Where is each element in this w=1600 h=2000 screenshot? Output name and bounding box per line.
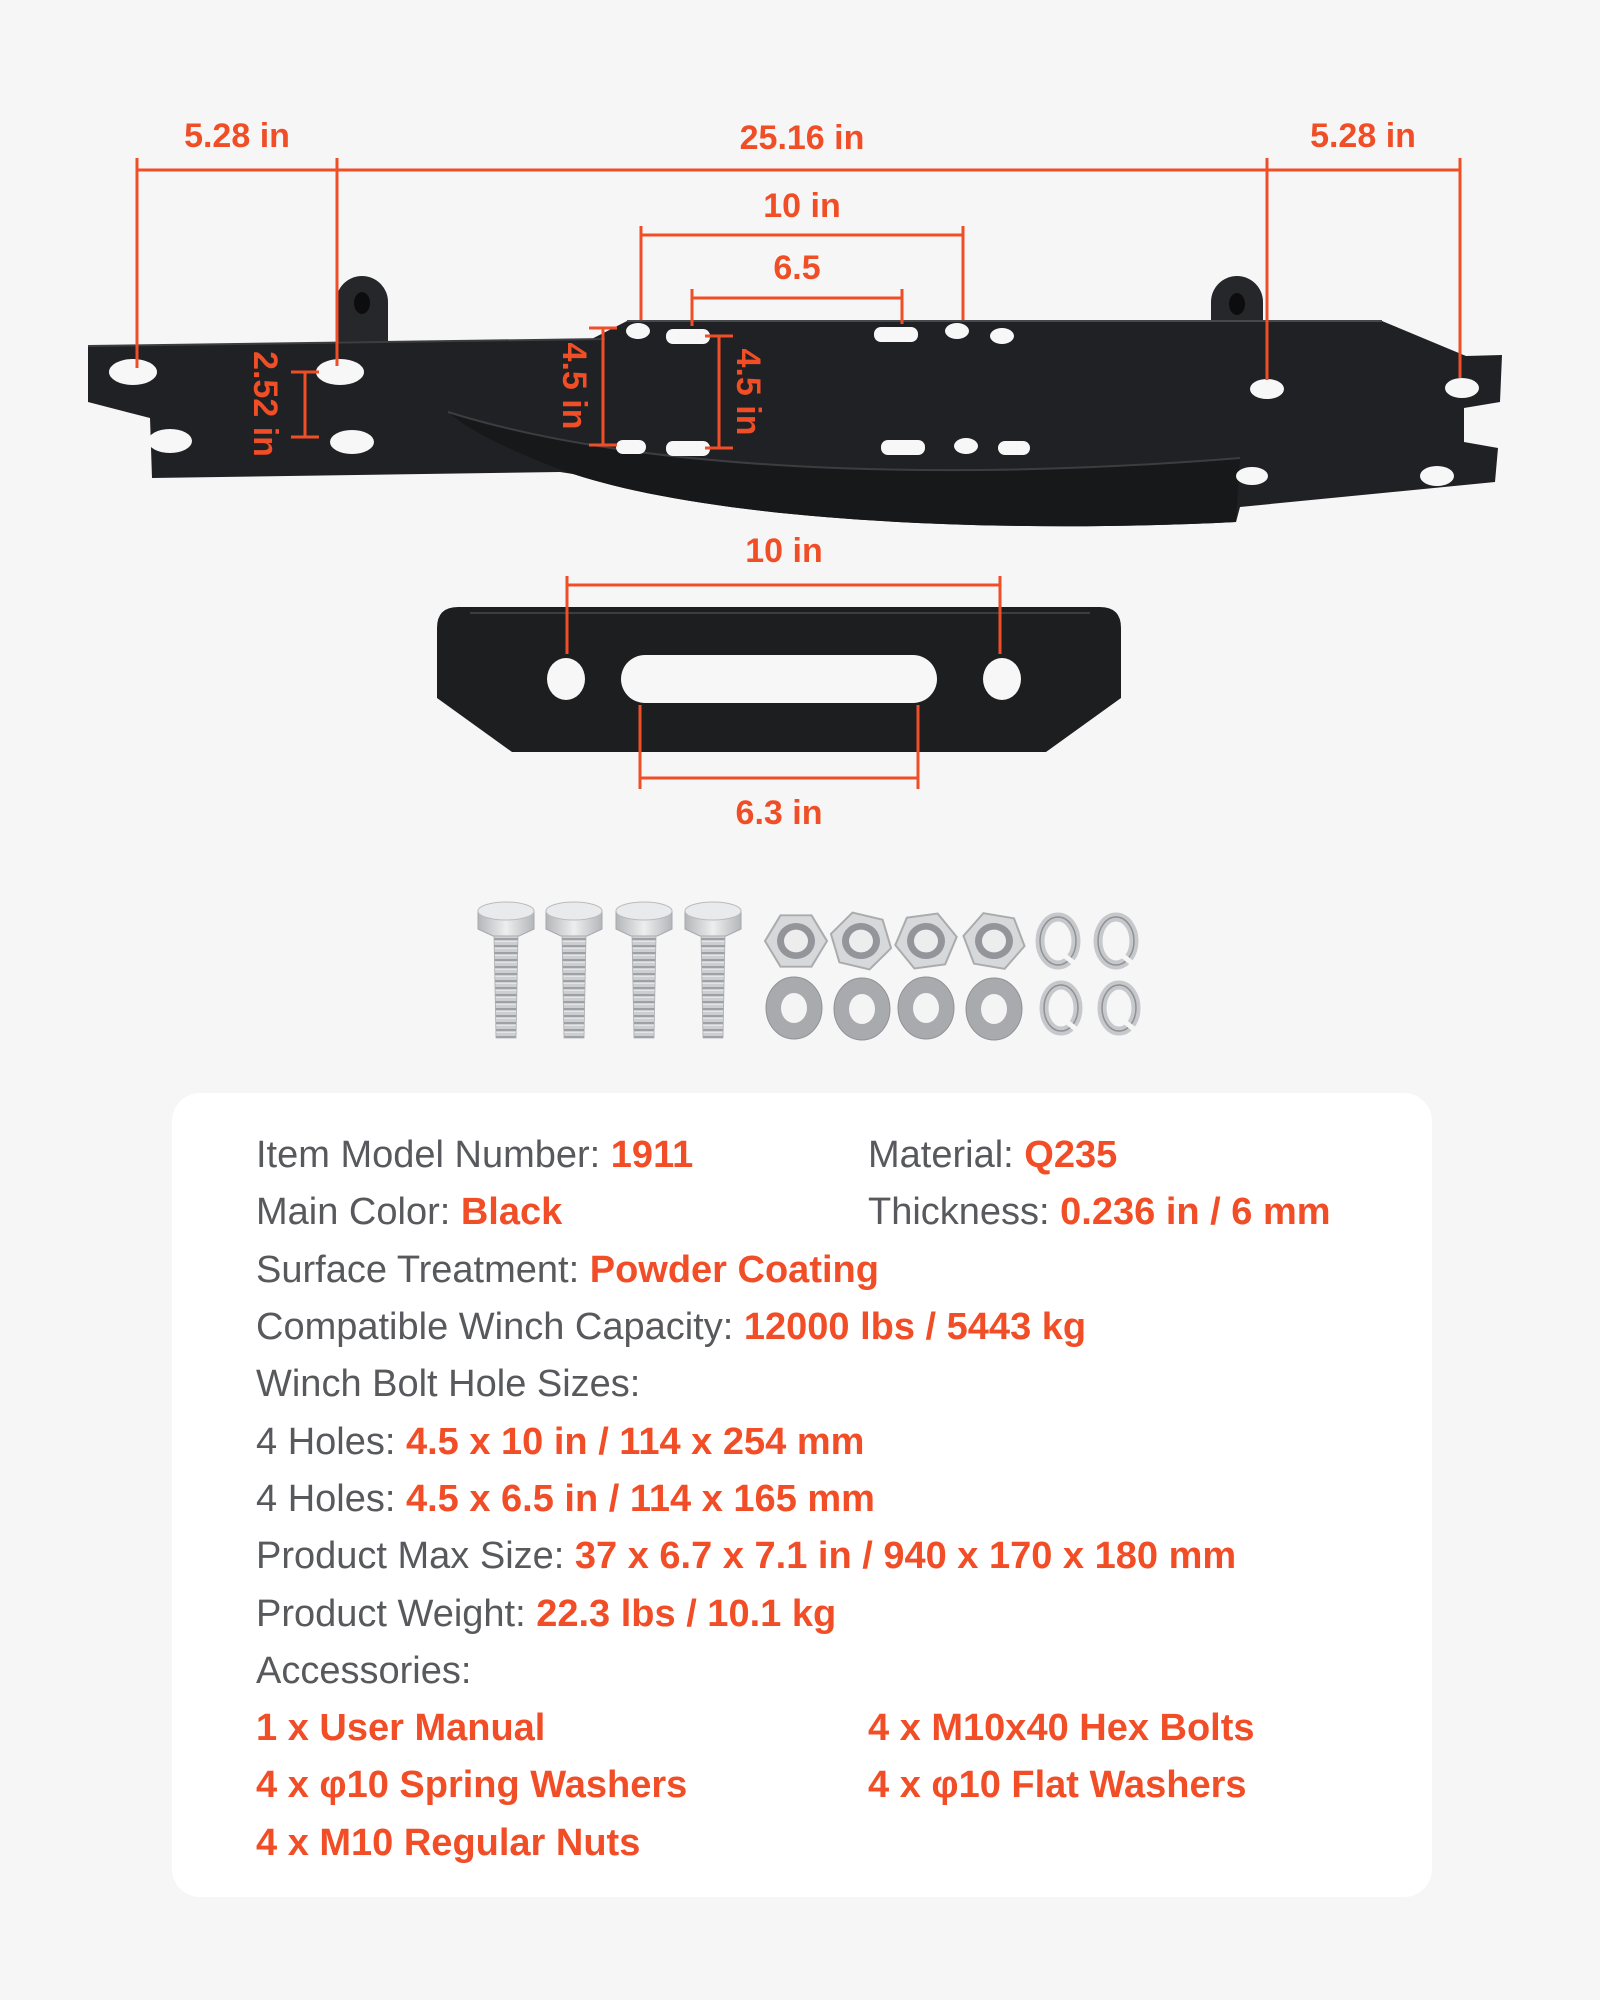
- fairlead-hole-left: [547, 658, 585, 700]
- hex-bolts: [478, 902, 741, 1038]
- capacity-label: Compatible Winch Capacity:: [256, 1306, 744, 1349]
- spec-row-holes-1: [256, 1413, 1392, 1470]
- material-value: Q235: [1024, 1134, 1118, 1177]
- item-model-label: Item Model Number:: [256, 1134, 611, 1177]
- mounting-hardware-illustration: [478, 902, 1139, 1040]
- acc-user-manual: 1 x User Manual: [256, 1707, 546, 1750]
- spring-washers-bottom: [1044, 985, 1139, 1033]
- thickness-label: Thickness:: [868, 1191, 1061, 1234]
- acc-flat-washers: 4 x φ10 Flat Washers: [868, 1764, 1247, 1807]
- hex-nuts: [765, 909, 1029, 973]
- spec-row-capacity: [256, 1299, 1392, 1356]
- spec-row-accessories-heading: [256, 1643, 1392, 1700]
- dim-label-right-offset: 5.28 in: [1310, 117, 1416, 155]
- acc-spring-washers: 4 x φ10 Spring Washers: [256, 1764, 688, 1807]
- weight-label: Product Weight:: [256, 1592, 537, 1635]
- dim-label-fairlead-hole-span: 10 in: [745, 532, 823, 570]
- main-color-label: Main Color:: [256, 1191, 461, 1234]
- spec-row-max-size: [256, 1528, 1392, 1585]
- fairlead-hole-right: [983, 658, 1021, 700]
- holes2-label: 4 Holes:: [256, 1477, 406, 1520]
- fairlead-plate-illustration: [437, 607, 1121, 752]
- ear-hole: [354, 292, 370, 314]
- dim-label-hole-span-narrow: 6.5: [773, 249, 821, 287]
- capacity-value: 12000 lbs / 5443 kg: [743, 1306, 1087, 1349]
- dim-label-row-gap-left: 4.5 in: [555, 342, 593, 430]
- dim-label-fairlead-slot-length: 6.3 in: [735, 794, 823, 832]
- spec-row-color-thickness: [256, 1184, 1392, 1241]
- acc-hex-bolts: 4 x M10x40 Hex Bolts: [868, 1707, 1255, 1750]
- weight-value: 22.3 lbs / 10.1 kg: [536, 1592, 837, 1635]
- spec-row-hole-sizes-heading: [256, 1356, 1392, 1413]
- dim-label-left-offset: 5.28 in: [184, 117, 290, 155]
- holes1-value: 4.5 x 10 in / 114 x 254 mm: [405, 1420, 865, 1463]
- main-color-value: Black: [460, 1191, 563, 1234]
- hole-sizes-label: Winch Bolt Hole Sizes:: [256, 1363, 641, 1406]
- ear-hole: [1229, 293, 1245, 315]
- acc-regular-nuts: 4 x M10 Regular Nuts: [256, 1821, 641, 1864]
- spec-card: [172, 1093, 1432, 1897]
- spec-row-surface: [256, 1242, 1392, 1299]
- dim-label-hole-span-wide: 10 in: [763, 187, 841, 225]
- flat-washers: [766, 977, 1022, 1040]
- surface-label: Surface Treatment:: [256, 1248, 590, 1291]
- max-size-value: 37 x 6.7 x 7.1 in / 940 x 170 x 180 mm: [574, 1535, 1237, 1578]
- spec-row-weight: [256, 1585, 1392, 1642]
- accessories-label: Accessories:: [256, 1649, 472, 1692]
- surface-value: Powder Coating: [589, 1248, 879, 1291]
- dim-label-overall-width: 25.16 in: [739, 119, 865, 157]
- item-model-value: 1911: [610, 1134, 694, 1177]
- spec-row-acc-2: [256, 1757, 1392, 1814]
- spec-row-acc-3: [256, 1815, 1392, 1872]
- holes2-value: 4.5 x 6.5 in / 114 x 165 mm: [405, 1477, 875, 1520]
- fairlead-slot: [621, 655, 937, 703]
- dim-label-row-gap-right: 4.5 in: [729, 348, 767, 436]
- max-size-label: Product Max Size:: [256, 1535, 575, 1578]
- thickness-value: 0.236 in / 6 mm: [1060, 1191, 1331, 1234]
- spring-washers-top: [1040, 917, 1137, 967]
- winch-mounting-plate-illustration: [88, 276, 1502, 526]
- left-ear-tab: [336, 276, 388, 350]
- spec-row-model-material: [256, 1127, 1392, 1184]
- spec-row-holes-2: [256, 1471, 1392, 1528]
- dim-label-end-hole-spacing: 2.52 in: [246, 351, 284, 457]
- spec-row-acc-1: [256, 1700, 1392, 1757]
- material-label: Material:: [868, 1134, 1025, 1177]
- holes1-label: 4 Holes:: [256, 1420, 406, 1463]
